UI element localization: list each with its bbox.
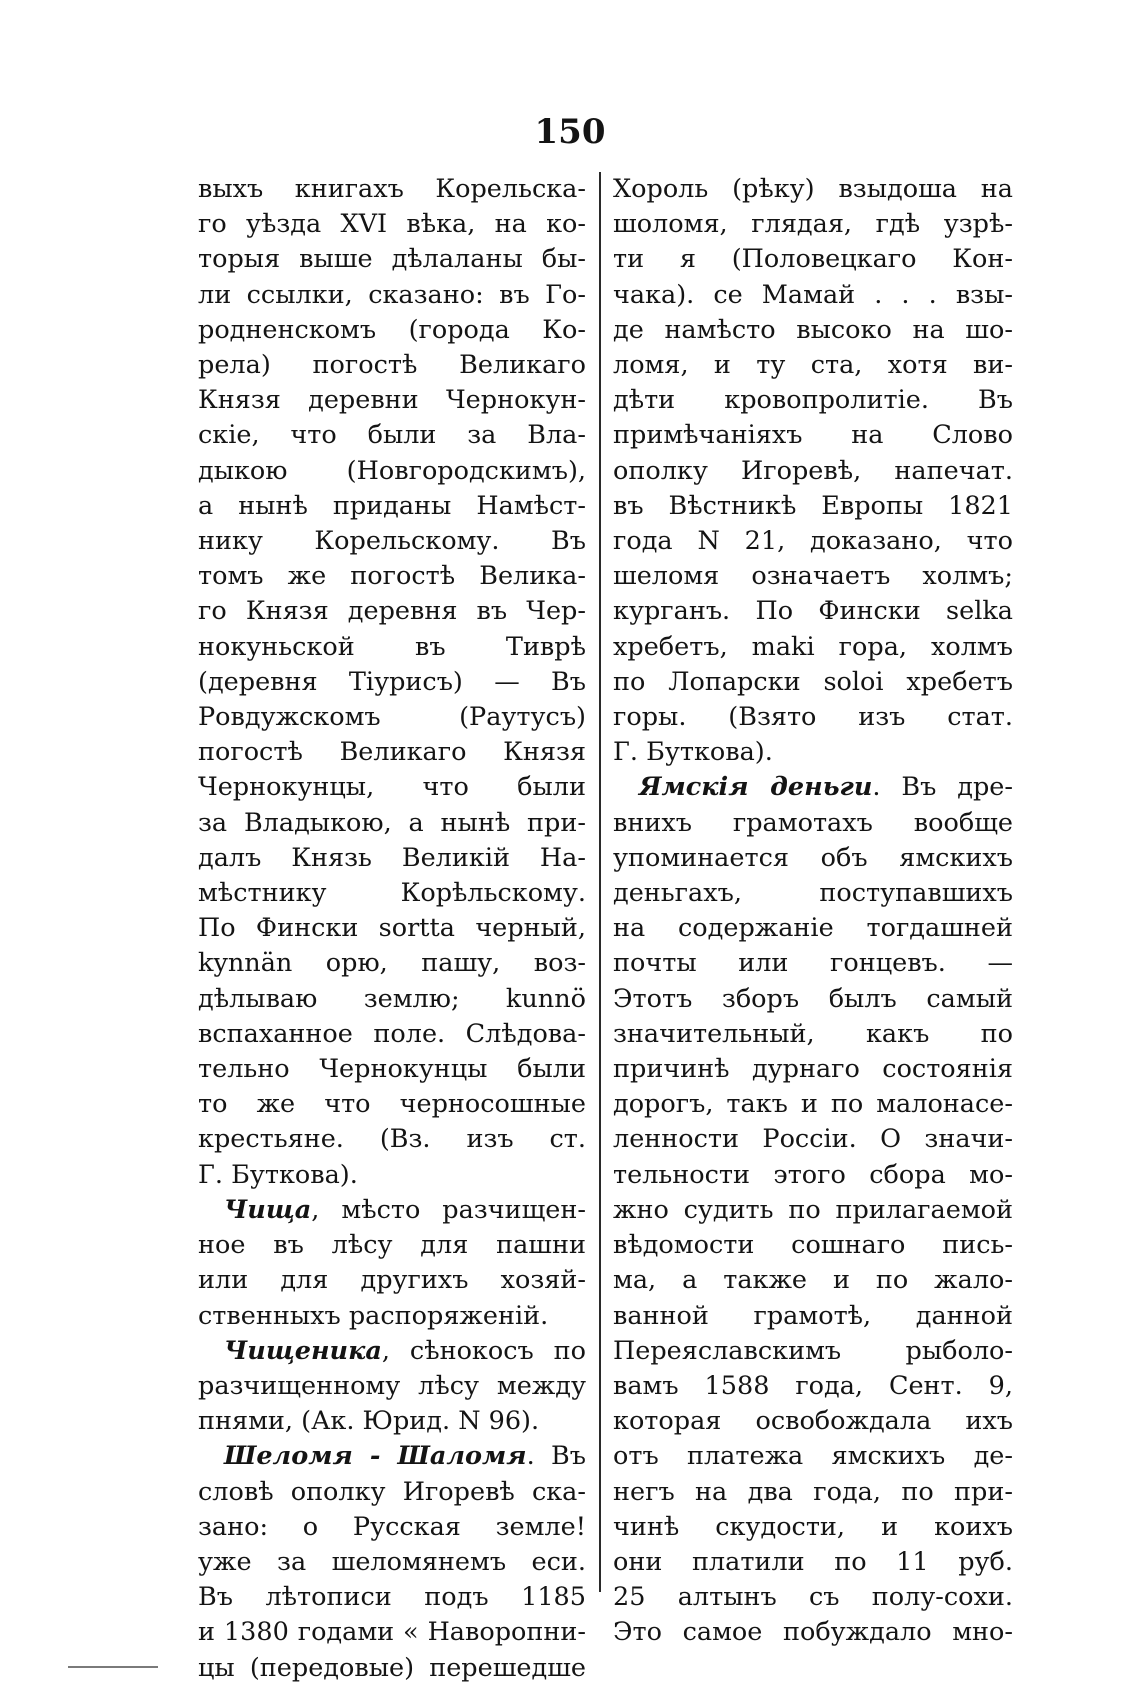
text-line: Г. Буткова).	[613, 737, 773, 768]
text-line: тельности этого сбора мо-	[613, 1159, 1013, 1190]
text-line: рела) погостѣ Великаго	[198, 350, 586, 381]
text-line: горы. (Взято изъ стат.	[613, 702, 1013, 733]
text-line: го уѣзда XVI вѣка, на ко-	[198, 209, 586, 240]
text-line: на содержаніе тогдашней	[613, 913, 1013, 944]
entry-text: , мѣсто разчищен-	[311, 1194, 586, 1225]
text-line: курганъ. По Фински selka	[613, 596, 1013, 627]
text-line: въ Вѣстникѣ Европы 1821	[613, 490, 1013, 521]
text-line: по Лопарски soloi хребетъ	[613, 666, 1013, 697]
text-line: значительный, какъ по	[613, 1018, 1013, 1049]
text-line: вѣдомости сошнаго пись-	[613, 1230, 1013, 1261]
text-line: далъ Князь Великій На-	[198, 842, 586, 873]
text-line: внихъ грамотахъ вообще	[613, 807, 1013, 838]
text-line: дыкою (Новгородскимъ),	[198, 455, 586, 486]
text-line: По Фински sortta черный,	[198, 913, 586, 944]
text-line: 25 алтынъ съ полу-сохи.	[613, 1582, 1013, 1613]
text-line: нокуньской въ Тиврѣ	[198, 631, 586, 662]
text-line: Ровдужскомъ (Раутусъ)	[198, 702, 586, 733]
text-line: дѣлываю землю; kunnö	[198, 983, 586, 1014]
text-line: цы (передовые) перешедше	[198, 1652, 586, 1683]
text-line: выхъ книгахъ Корельска-	[198, 174, 586, 204]
entry-start-line	[198, 1334, 586, 1369]
page-number: 150	[534, 112, 606, 152]
entry-term: Шеломя - Шаломя	[224, 1441, 527, 1472]
text-line: Князя деревни Чернокун-	[198, 385, 586, 416]
text-line: крестьяне. (Вз. изъ ст.	[198, 1124, 586, 1155]
entry-text: . Въ	[526, 1441, 586, 1472]
text-line: словѣ ополку Игоревѣ ска-	[198, 1476, 586, 1507]
text-line: ное въ лѣсу для пашни	[198, 1230, 586, 1261]
text-line: чинѣ скудости, и коихъ	[613, 1511, 1013, 1542]
text-line: уже за шеломянемъ еси.	[198, 1546, 586, 1577]
text-line: примѣчаніяхъ на Слово	[613, 420, 1013, 451]
text-line: дѣти кровопролитіе. Въ	[613, 385, 1013, 416]
text-line: (деревня Тіурисъ) — Въ	[198, 666, 586, 697]
text-line: они платили по 11 руб.	[613, 1546, 1013, 1577]
text-line: тельно Чернокунцы были	[198, 1054, 586, 1085]
text-line: нику Корельскому. Въ	[198, 526, 586, 557]
text-line: томъ же погостѣ Велика-	[198, 561, 586, 592]
text-line: негъ на два года, по при-	[613, 1476, 1013, 1507]
text-line: деньгахъ, поступавшихъ	[613, 878, 1013, 909]
left-text-column	[198, 172, 586, 1686]
column-divider	[599, 172, 601, 1592]
text-line: или для другихъ хозяй-	[198, 1265, 586, 1296]
text-line: Это самое побуждало мно-	[613, 1617, 1013, 1648]
entry-start-line	[613, 770, 1013, 805]
text-line: зано: о Русская земле!	[198, 1511, 586, 1542]
text-line: шоломя, глядая, гдѣ узрѣ-	[613, 209, 1013, 240]
text-line: разчищенному лѣсу между	[198, 1370, 586, 1401]
text-line: ма, а также и по жало-	[613, 1265, 1013, 1296]
text-line: Въ лѣтописи подъ 1185	[198, 1582, 586, 1613]
text-line: ополку Игоревѣ, напечат.	[613, 455, 1013, 486]
right-text-column	[613, 172, 1013, 1651]
text-line: пнями, (Ак. Юрид. N 96).	[198, 1406, 540, 1437]
text-line: ванной грамотѣ, данной	[613, 1300, 1013, 1331]
text-line: kynnän орю, пашу, воз-	[198, 948, 586, 979]
text-line: хребетъ, maki гора, холмъ	[613, 631, 1013, 662]
text-line: ти я (Половецкаго Кон-	[613, 244, 1013, 275]
entry-term: Чища	[224, 1194, 312, 1225]
text-line: Чернокунцы, что были	[198, 772, 586, 803]
entry-term: Чищеника	[224, 1335, 382, 1366]
text-line: чака). се Мамай . . . взы-	[613, 279, 1013, 310]
text-line: а нынѣ приданы Намѣст-	[198, 490, 586, 521]
text-line: Г. Буткова).	[198, 1159, 358, 1190]
text-line: за Владыкою, а нынѣ при-	[198, 807, 586, 838]
entry-start-line	[198, 1193, 586, 1228]
entry-text: , сѣнокосъ по	[381, 1335, 586, 1366]
text-line: ломя, и ту ста, хотя ви-	[613, 350, 1013, 381]
text-line: шеломя означаетъ холмъ;	[613, 561, 1013, 592]
text-line: причинѣ дурнаго состоянія	[613, 1054, 1013, 1085]
text-line: жно судить по прилагаемой	[613, 1194, 1013, 1225]
footer-rule	[68, 1666, 158, 1668]
text-line: де намѣсто высоко на шо-	[613, 314, 1013, 345]
text-line: почты или гонцевъ. —	[613, 948, 1013, 979]
text-line: го Князя деревня въ Чер-	[198, 596, 586, 627]
text-line: торыя выше дѣлаланы бы-	[198, 244, 586, 275]
entry-term: Ямскія деньги	[639, 772, 873, 803]
text-line: то же что черносошные	[198, 1089, 586, 1120]
text-line: ленности Россіи. О значи-	[613, 1124, 1013, 1155]
entry-start-line	[198, 1439, 586, 1474]
text-line: Переяславскимъ рыболо-	[613, 1335, 1013, 1366]
text-line: отъ платежа ямскихъ де-	[613, 1441, 1013, 1472]
text-line: упоминается объ ямскихъ	[613, 842, 1013, 873]
text-line: и 1380 годами « Наворопни-	[198, 1617, 586, 1648]
text-line: которая освобождала ихъ	[613, 1406, 1013, 1437]
text-line: Хороль (рѣку) взыдоша на	[613, 174, 1013, 204]
text-line: скіе, что были за Вла-	[198, 420, 586, 451]
text-line: ли ссылки, сказано: въ Го-	[198, 279, 586, 310]
text-line: родненскомъ (города Ко-	[198, 314, 586, 345]
text-line: года N 21, доказано, что	[613, 526, 1013, 557]
text-line: вамъ 1588 года, Сент. 9,	[613, 1370, 1013, 1401]
text-line: ственныхъ распоряженій.	[198, 1300, 549, 1331]
text-line: мѣстнику Корѣльскому.	[198, 878, 586, 909]
text-line: Этотъ зборъ былъ самый	[613, 983, 1013, 1014]
text-line: дорогъ, такъ и по малонасе-	[613, 1089, 1013, 1120]
text-line: вспаханное поле. Слѣдова-	[198, 1018, 586, 1049]
entry-text: . Въ дре-	[872, 772, 1014, 803]
text-line: погостѣ Великаго Князя	[198, 737, 586, 768]
